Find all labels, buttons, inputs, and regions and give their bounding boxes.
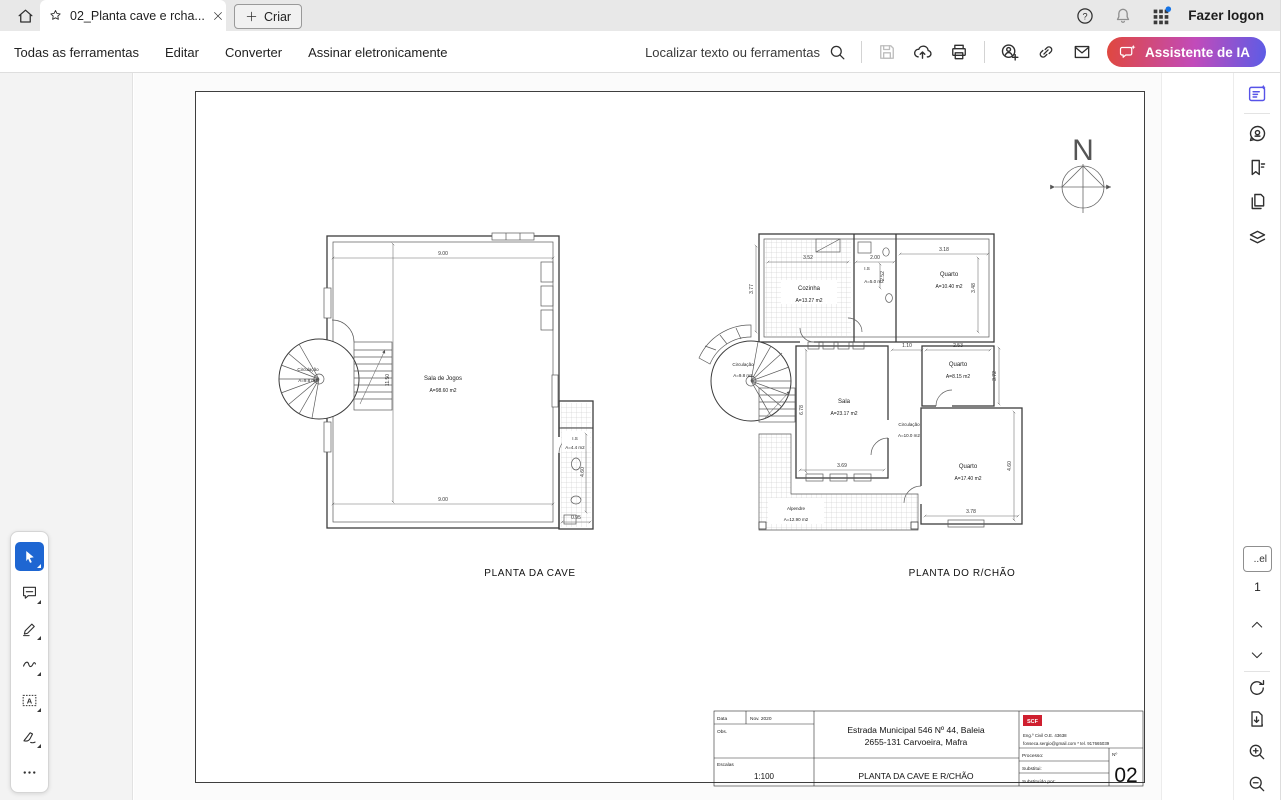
menu-edit[interactable]: Editar	[165, 44, 199, 60]
menu-all-tools[interactable]: Todas as ferramentas	[14, 44, 140, 60]
print-button[interactable]	[948, 41, 970, 63]
email-icon	[1072, 42, 1092, 62]
chevron-up-icon	[1249, 617, 1265, 633]
plan-rchao-title: PLANTA DO R/CHÃO	[908, 568, 1016, 579]
ai-assistant-label: Assistente de IA	[1144, 44, 1250, 60]
room-area: A=4.4 m2	[565, 445, 585, 450]
toolbar-divider	[984, 41, 985, 63]
sign-in-button[interactable]: Fazer logon	[1188, 8, 1264, 23]
dim-label: 11.50	[385, 373, 391, 387]
notification-dot	[1166, 6, 1172, 12]
room-area: A=9.8 m2	[298, 378, 318, 383]
ai-summary-panel-button[interactable]	[1245, 81, 1269, 105]
pages-panel-button[interactable]	[1245, 189, 1269, 213]
dim-label: 3.48	[971, 283, 977, 293]
room-area: A=8.15 m2	[945, 374, 971, 380]
text-select-icon	[20, 691, 39, 710]
titleblock-escalas-label: Escalas	[717, 763, 734, 768]
zoom-out-icon	[1247, 774, 1267, 794]
layers-icon	[1247, 227, 1268, 248]
bookmarks-panel-button[interactable]	[1245, 155, 1269, 179]
dim-label: 9.00	[438, 497, 448, 503]
select-arrow-icon	[21, 548, 39, 566]
zoom-in-icon	[1247, 742, 1267, 762]
draw-squiggle-icon	[20, 655, 39, 674]
more-tools-button[interactable]	[15, 758, 44, 787]
dim-label: 0.95	[571, 515, 581, 521]
comments-panel-button[interactable]	[1245, 121, 1269, 145]
menu-esign[interactable]: Assinar eletronicamente	[308, 44, 448, 60]
page-box-text: ..el	[1253, 553, 1267, 565]
dim-label: 2.00	[870, 255, 880, 261]
titleblock-address-line2: 2655-131 Carvoeira, Mafra	[864, 737, 968, 747]
room-area: A=5.0 m2	[864, 279, 884, 284]
notifications-button[interactable]	[1112, 5, 1134, 27]
menu-convert[interactable]: Converter	[224, 44, 283, 60]
highlight-tool-button[interactable]	[15, 614, 44, 643]
home-button[interactable]	[12, 5, 38, 27]
titleblock-eng-line2: fonseca.sergio@gmail.com * tel. 917665039	[1023, 741, 1110, 746]
next-page-button[interactable]	[1245, 643, 1269, 667]
room-label: Quarto	[958, 464, 978, 470]
upload-cloud-button[interactable]	[912, 41, 934, 63]
titleblock-eng-line1: Eng.º Civil O.E. 43638	[1023, 733, 1067, 738]
titleblock-escala-value: 1:100	[753, 772, 775, 781]
document-canvas[interactable]	[134, 73, 1161, 800]
pages-icon	[1247, 191, 1268, 212]
dim-label: 3.69	[837, 463, 847, 469]
comment-bubble-icon	[20, 583, 39, 602]
sheet-number: 02	[1114, 764, 1138, 787]
titleblock-processo-label: Processo:	[1022, 754, 1044, 759]
svg-text:A: A	[26, 696, 33, 706]
ai-summary-icon	[1247, 83, 1268, 104]
top-bar	[0, 0, 1280, 31]
room-area: A=98.60 m2	[429, 388, 457, 394]
fountain-pen-icon	[20, 727, 39, 746]
top-bar-right	[1074, 0, 1280, 31]
select-tool-button[interactable]	[15, 542, 44, 571]
save-icon	[877, 42, 897, 62]
help-button[interactable]	[1074, 5, 1096, 27]
search-placeholder: Localizar texto ou ferramentas	[645, 44, 820, 60]
room-area: A=13.27 m2	[795, 298, 823, 304]
titleblock-substitui-label: Substitui:	[1022, 767, 1042, 772]
room-label: Circulação	[732, 362, 754, 367]
dim-label: 6.78	[799, 405, 805, 415]
pdf-page	[195, 91, 1145, 787]
zoom-in-button[interactable]	[1245, 740, 1269, 764]
dim-label: 3.72	[992, 371, 998, 381]
dim-label: 1.10	[902, 343, 912, 349]
toolbar-divider	[861, 41, 862, 63]
pencil-icon	[20, 619, 39, 638]
bell-icon	[1113, 6, 1133, 26]
room-area: A=17.40 m2	[954, 476, 982, 482]
previous-page-button[interactable]	[1245, 613, 1269, 637]
send-email-button[interactable]	[1071, 41, 1093, 63]
plan-cave	[279, 233, 593, 579]
export-document-icon	[1247, 709, 1267, 729]
titleblock-data-label: Data	[717, 717, 728, 722]
room-label: Alpendre	[786, 506, 806, 511]
north-compass	[1055, 134, 1111, 213]
sign-tool-button[interactable]	[15, 722, 44, 751]
dim-label: 4.60	[1007, 461, 1013, 471]
ai-assistant-icon	[1119, 43, 1137, 61]
plus-icon	[245, 10, 258, 23]
chevron-down-icon	[1249, 647, 1265, 663]
room-label: Circulação	[898, 422, 920, 427]
bookmark-icon	[1247, 157, 1268, 178]
star-icon[interactable]	[48, 8, 63, 23]
link-icon	[1036, 42, 1056, 62]
share-link-button[interactable]	[1035, 41, 1057, 63]
room-area: A=12.90 m2	[783, 517, 809, 522]
apps-grid-icon	[1150, 5, 1172, 27]
rotate-page-button[interactable]	[1245, 676, 1269, 700]
page-count: 1	[1254, 580, 1261, 594]
toolbar	[0, 31, 1280, 73]
dim-label: 9.00	[438, 251, 448, 257]
scf-logo-text: SCF	[1027, 719, 1038, 725]
home-icon	[16, 7, 35, 26]
select-text-tool-button[interactable]	[15, 686, 44, 715]
draw-tool-button[interactable]	[15, 650, 44, 679]
room-area: A=23.17 m2	[830, 411, 858, 417]
search-icon	[828, 43, 847, 62]
floor-plan-drawing	[196, 92, 1144, 787]
search-input[interactable]	[645, 43, 847, 62]
room-label: Sala	[837, 399, 851, 405]
printer-icon	[949, 42, 969, 62]
room-label: I.S	[864, 266, 870, 271]
compass-north-label: N	[1072, 134, 1094, 167]
titleblock-obs-label: Obs.	[717, 730, 728, 735]
dim-label: 4.60	[580, 467, 586, 477]
dim-label: 3.77	[749, 284, 755, 294]
dim-label: 3.52	[803, 255, 813, 261]
close-icon[interactable]	[212, 10, 224, 22]
quick-tools-toolbar	[10, 531, 49, 793]
export-page-button[interactable]	[1245, 707, 1269, 731]
layers-panel-button[interactable]	[1245, 225, 1269, 249]
room-label: I.S	[572, 436, 578, 441]
dim-label: 2.53	[953, 343, 963, 349]
comment-tool-button[interactable]	[15, 578, 44, 607]
room-area: A=9.8 m2	[733, 373, 753, 378]
room-label: Cozinha	[797, 286, 821, 292]
room-label: Sala de Jogos	[423, 376, 463, 382]
rail-divider	[1244, 671, 1270, 672]
rail-divider	[1244, 113, 1270, 114]
plan-rchao	[699, 234, 1022, 579]
right-tool-rail	[1233, 73, 1280, 800]
right-panel-gutter	[1161, 73, 1233, 800]
toolbar-right	[645, 31, 1266, 73]
room-area: A=10.0 m2	[898, 433, 920, 438]
plan-cave-title: PLANTA DA CAVE	[484, 568, 576, 579]
help-icon	[1075, 6, 1095, 26]
rotate-icon	[1247, 678, 1267, 698]
zoom-out-button[interactable]	[1245, 772, 1269, 796]
titleblock-sheet-title: PLANTA DA CAVE E R/CHÃO	[858, 771, 974, 781]
cloud-upload-icon	[912, 42, 933, 63]
titleblock-substituido-label: Substituído por:	[1022, 780, 1056, 785]
room-label: Circulação	[297, 367, 319, 372]
dim-label: 3.18	[939, 247, 949, 253]
more-dots-icon	[20, 763, 39, 782]
request-signatures-button[interactable]	[999, 41, 1021, 63]
save-button[interactable]	[876, 41, 898, 63]
dim-label: 2.52	[880, 271, 886, 281]
tab-title: 02_Planta cave e rcha...	[70, 8, 205, 23]
comments-icon	[1247, 123, 1268, 144]
app-switcher-button[interactable]	[1150, 5, 1172, 27]
menu-bar	[14, 31, 448, 73]
create-label: Criar	[264, 9, 292, 24]
titleblock-address-line1: Estrada Municipal 546 Nº 44, Baleia	[847, 725, 985, 735]
title-block	[714, 711, 1143, 787]
titleblock-numero-label: Nº	[1112, 753, 1118, 758]
room-label: Quarto	[939, 272, 959, 278]
request-signatures-icon	[999, 42, 1020, 63]
room-area: A=10.40 m2	[935, 284, 963, 290]
room-label: Quarto	[948, 362, 968, 368]
titleblock-data-value: Nov. 2020	[750, 717, 772, 722]
page-number-input[interactable]	[1243, 546, 1272, 572]
ai-assistant-button[interactable]	[1107, 37, 1266, 67]
dim-label: 3.78	[966, 509, 976, 515]
svg-text:?: ?	[1082, 10, 1088, 21]
create-button[interactable]	[234, 4, 302, 29]
document-tab[interactable]	[40, 0, 226, 31]
